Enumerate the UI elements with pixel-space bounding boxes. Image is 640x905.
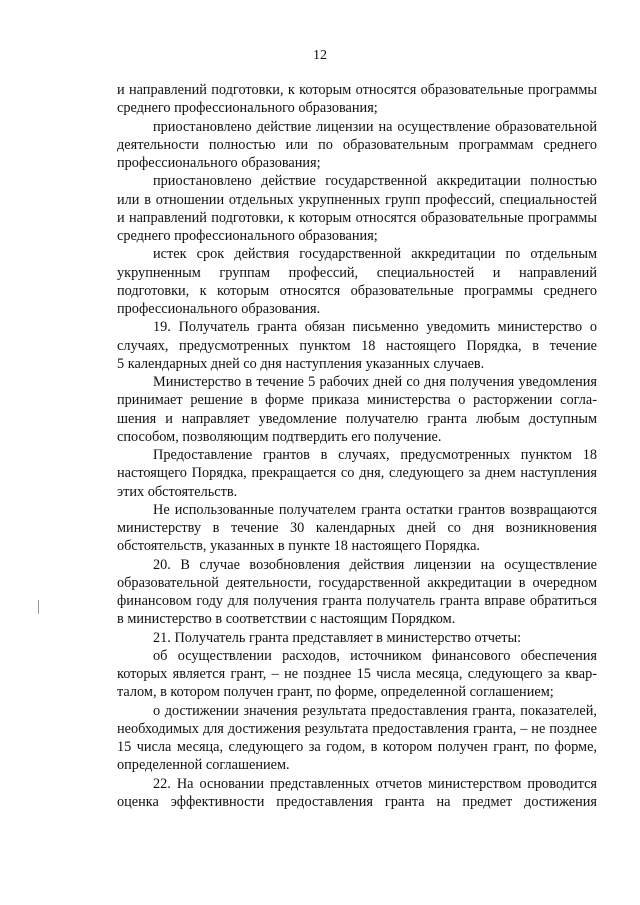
text-line: в министерство в соответствии с настоящим Порядком. [117, 611, 456, 628]
text-line: Министерство в течение 5 рабочих дней со дня получения уведомления [153, 374, 597, 390]
text-line: среднего профессионального образования; [117, 100, 378, 117]
text-line: профессионального образования; [117, 155, 321, 171]
text-line: укрупненным группам профессий, специальностей и направлений [117, 264, 597, 281]
text-line: Предоставление грантов в случаях, предусмотренных пунктом 18 [153, 447, 597, 463]
text-line: талом, в котором получен грант, по форме, определенной соглашением; [117, 684, 554, 701]
text-line: случаях, предусмотренных пунктом 18 настоящего Порядка, в течение [117, 337, 597, 354]
text-line: министерству в течение 30 календарных дней со дня возникновения [117, 520, 597, 536]
margin-mark [38, 600, 39, 614]
text-line: принимает решение в форме приказа министерства о расторжении согла- [117, 392, 597, 409]
text-line: обстоятельств, указанных в пункте 18 настоящего Порядка. [117, 538, 480, 555]
document-body [117, 81, 597, 811]
text-line: истек срок действия государственной аккредитации по отдельным [153, 246, 597, 263]
text-line: и направлений подготовки, к которым относятся образовательные программы [117, 209, 597, 226]
text-line: настоящего Порядка, прекращается со дня, следующего за днем наступления [117, 465, 597, 482]
text-line: деятельности полностью или по образовательным программам среднего [117, 136, 597, 153]
text-line: об осуществлении расходов, источником финансового обеспечения [153, 647, 597, 664]
text-line: 20. В случае возобновления действия лицензии на осуществление [153, 556, 597, 573]
text-line: оценка эффективности предоставления гранта на предмет достижения [117, 793, 597, 810]
page-number: 12 [313, 48, 327, 63]
text-line: этих обстоятельств. [117, 483, 238, 500]
text-line: 15 числа месяца, следующего за годом, в котором получен грант, по форме, [117, 739, 597, 755]
text-line: необходимых для достижения результата предоставления гранта, – не позднее [117, 720, 597, 737]
text-line: которых является грант, – не позднее 15 числа месяца, следующего за квар- [117, 666, 597, 682]
text-line: 22. На основании представленных отчетов министерством проводится [153, 775, 597, 792]
text-line: финансовом году для получения гранта получатель гранта вправе обратиться [117, 593, 597, 609]
text-line: среднего профессионального образования; [117, 228, 378, 244]
text-line: 19. Получатель гранта обязан письменно уведомить министерство о [153, 319, 597, 336]
text-line: 21. Получатель гранта представляет в министерство отчеты: [153, 629, 522, 646]
text-line: способом, позволяющим подтвердить его получение. [117, 428, 442, 445]
text-line: приостановлено действие государственной аккредитации полностью [153, 173, 597, 190]
text-line: профессионального образования. [117, 301, 321, 317]
text-line: определенной соглашением. [117, 757, 290, 774]
text-line: Не использованные получателем гранта остатки грантов возвращаются [153, 501, 597, 518]
text-line: о достижении значения результата предоставления гранта, показателей, [153, 702, 597, 719]
text-line: или в отношении отдельных укрупненных групп профессий, специальностей [117, 191, 597, 208]
text-line: шения и направляет уведомление получателю гранта любым доступным [117, 410, 597, 427]
text-line: и направлений подготовки, к которым относятся образовательные программы [117, 82, 597, 98]
text-line: приостановлено действие лицензии на осуществление образовательной [153, 118, 597, 135]
text-line: образовательной деятельности, государственной аккредитации в очередном [117, 574, 597, 591]
text-line: 5 календарных дней со дня наступления указанных случаев. [117, 355, 485, 372]
text-line: подготовки, к которым относятся образовательные программы среднего [117, 282, 597, 299]
